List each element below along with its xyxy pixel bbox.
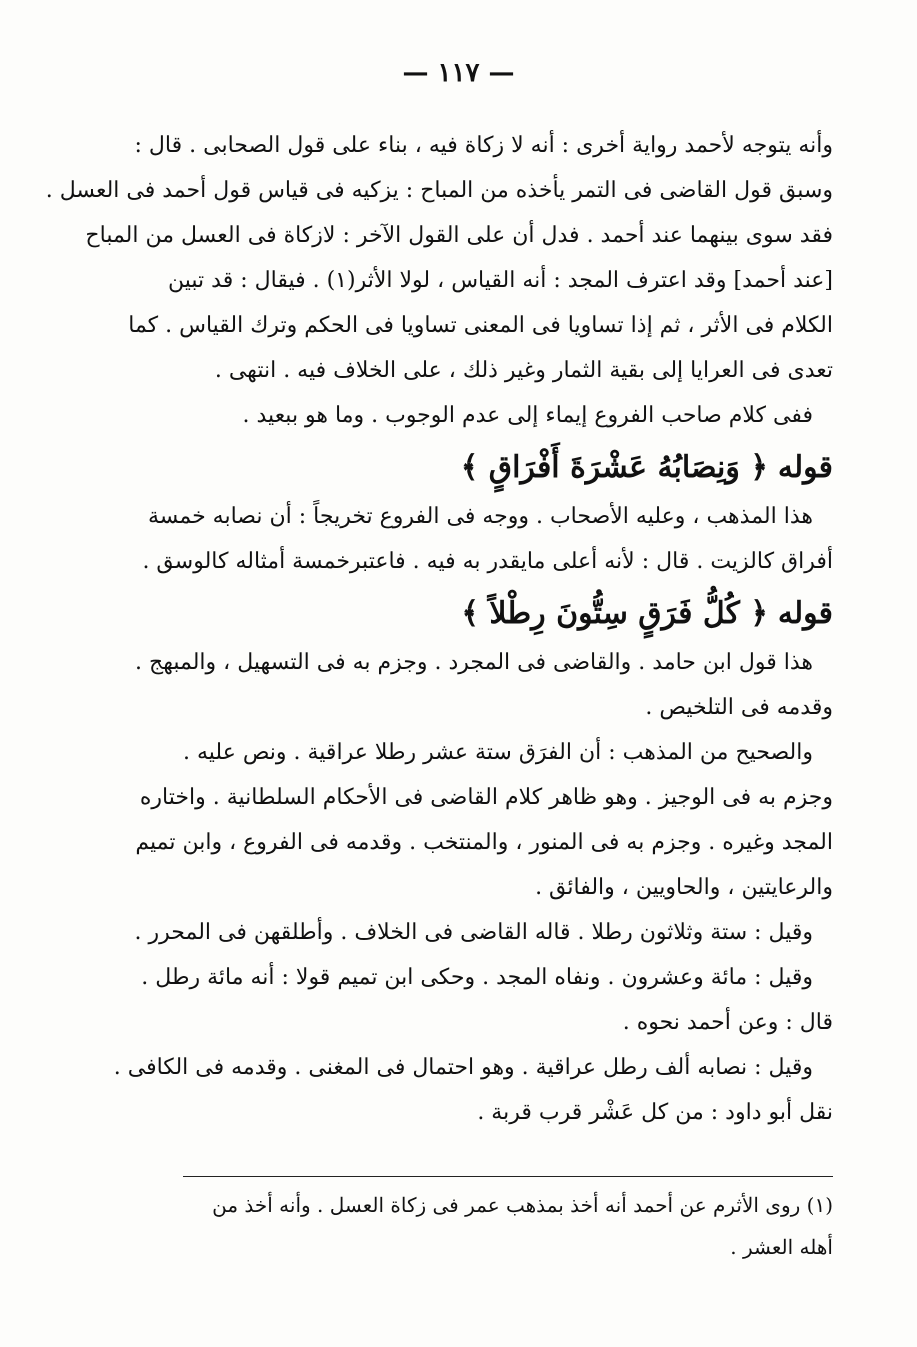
text-line: وقيل : ستة وثلاثون رطلا . قاله القاضى فى الخلاف . وأطلقهن فى المحرر . (134, 920, 813, 946)
text-line: المجد وغيره . وجزم به فى المنور ، والمنتخب . وقدمه فى الفروع ، وابن تميم (135, 830, 833, 856)
heading-quote: ﴿ كُلُّ فَرَقٍ سِتُّونَ رِطْلاً ﴾ (461, 595, 768, 631)
footnote (150, 1184, 833, 1268)
text-line: أفراق كالزيت . قال : لأنه أعلى مايقدر به فيه . فاعتبرخمسة أمثاله كالوسق . (142, 549, 833, 575)
text-line: وسبق قول القاضى فى التمر يأخذه من المباح : يزكيه فى قياس قول أحمد فى العسل . (45, 178, 833, 204)
text-line: [عند أحمد] وقد اعترف المجد : أنه القياس ، لولا الأثر(١) . فيقال : قد تبين (168, 268, 833, 294)
text-line: فقد سوى بينهما عند أحمد . فدل أن على القول الآخر : لازكاة فى العسل من المباح (85, 223, 833, 249)
footnote-line: (١) روى الأثرم عن أحمد أنه أخذ بمذهب عمر فى زكاة العسل . وأنه أخذ من (212, 1193, 833, 1217)
heading-quote: ﴿ وَنِصَابُهُ عَشْرَةَ أَفْرَاقٍ ﴾ (460, 449, 768, 485)
main-text (45, 124, 833, 1136)
text-line: وقيل : مائة وعشرون . ونفاه المجد . وحكى ابن تميم قولا : أنه مائة رطل . (141, 965, 813, 991)
text-line: نقل أبو داود : من كل عَشْر قرب قربة . (477, 1100, 833, 1126)
text-line: وجزم به فى الوجيز . وهو ظاهر كلام القاضى فى الأحكام السلطانية . واختاره (139, 785, 833, 811)
text-line: والصحيح من المذهب : أن الفرَق ستة عشر رطلا عراقية . ونص عليه . (183, 740, 813, 766)
text-line: تعدى فى العرايا إلى بقية الثمار وغير ذلك ، على الخلاف فيه . انتهى . (214, 358, 833, 384)
text-line: هذا قول ابن حامد . والقاضى فى المجرد . وجزم به فى التسهيل ، والمبهج . (135, 650, 813, 676)
section-heading (150, 439, 833, 495)
text-line: الكلام فى الأثر ، ثم إذا تساويا فى المعنى تساويا فى الحكم وترك القياس . كما (128, 313, 833, 339)
text-line: ففى كلام صاحب الفروع إيماء إلى عدم الوجوب . وما هو ببعيد . (242, 403, 813, 429)
section-heading (150, 585, 833, 641)
text-line: وقيل : نصابه ألف رطل عراقية . وهو احتمال فى المغنى . وقدمه فى الكافى . (113, 1055, 813, 1081)
page-number: — ١١٧ — (402, 58, 515, 88)
text-line: والرعايتين ، والحاويين ، والفائق . (535, 875, 833, 901)
text-line: هذا المذهب ، وعليه الأصحاب . ووجه فى الفروع تخريجاً : أن نصابه خمسة (147, 504, 813, 530)
footnote-line: أهله العشر . (730, 1235, 833, 1259)
heading-label: قوله (777, 449, 833, 485)
text-line: وقدمه فى التلخيص . (645, 695, 833, 721)
text-line: قال : وعن أحمد نحوه . (622, 1010, 833, 1036)
heading-label: قوله (777, 595, 833, 631)
footnote-separator (183, 1176, 833, 1177)
text-line: وأنه يتوجه لأحمد رواية أخرى : أنه لا زكاة فيه ، بناء على قول الصحابى . قال : (134, 133, 833, 159)
